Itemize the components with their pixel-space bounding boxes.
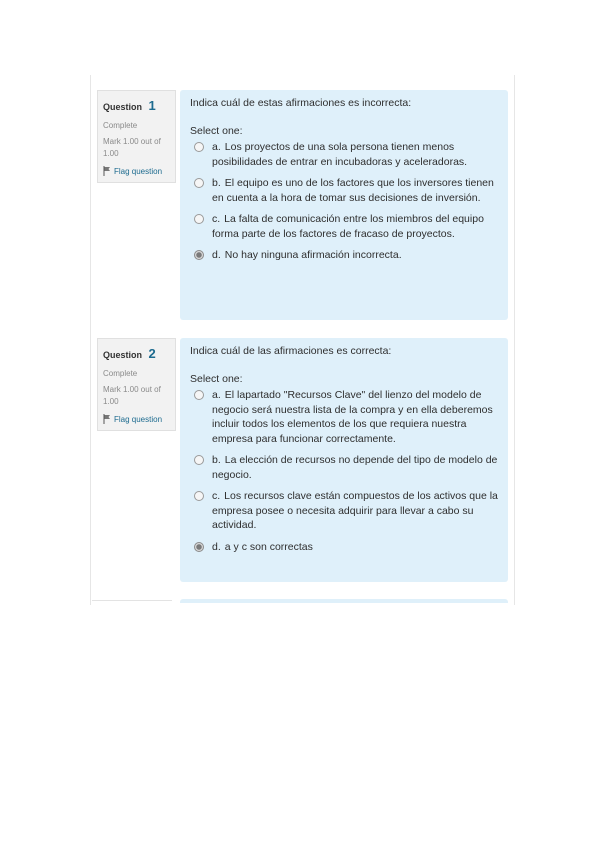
radio-button[interactable] — [194, 142, 204, 152]
option-letter: b. — [212, 454, 221, 466]
question-number: 1 — [148, 98, 156, 113]
flag-question-label: Flag question — [114, 414, 163, 424]
option-text: Los proyectos de una sola persona tienen menos posibilidades de entrar en incubadoras y aceleradoras. — [212, 141, 468, 168]
radio-button-selected[interactable] — [194, 542, 204, 552]
page-border-right — [514, 75, 515, 605]
flag-question-label: Flag question — [114, 166, 163, 176]
question-text: Indica cuál de las afirmaciones es correcta: — [190, 345, 392, 357]
option-letter: c. — [212, 213, 221, 225]
option-letter: a. — [212, 389, 221, 401]
answer-option[interactable] — [190, 140, 498, 169]
option-text: La elección de recursos no depende del tipo de modelo de negocio. — [212, 454, 498, 481]
question-state: Complete — [103, 369, 138, 378]
option-text: La falta de comunicación entre los miembros del equipo forma parte de los factores de fracaso de proyectos. — [212, 213, 484, 240]
select-prompt: Select one: — [190, 125, 243, 137]
answer-option[interactable] — [190, 453, 498, 482]
option-letter: c. — [212, 490, 221, 502]
option-letter: a. — [212, 141, 221, 153]
radio-button-selected[interactable] — [194, 250, 204, 260]
question-1-content — [180, 90, 508, 320]
answer-option[interactable] — [190, 248, 498, 263]
question-2-info — [97, 338, 176, 431]
page-border-left — [90, 75, 91, 605]
option-letter: d. — [212, 249, 221, 261]
radio-button[interactable] — [194, 491, 204, 501]
radio-button[interactable] — [194, 390, 204, 400]
question-divider — [92, 600, 172, 601]
radio-button[interactable] — [194, 178, 204, 188]
question-mark: Mark 1.00 out of 1.00 — [103, 385, 161, 406]
question-mark: Mark 1.00 out of 1.00 — [103, 137, 161, 158]
question-1-info — [97, 90, 176, 183]
option-letter: d. — [212, 540, 221, 553]
next-question-content-edge — [180, 599, 508, 603]
option-letter: b. — [212, 177, 221, 189]
question-2-content — [180, 338, 508, 582]
answer-option[interactable] — [190, 489, 498, 533]
option-text: El lapartado "Recursos Clave" del lienzo del modelo de negocio será nuestra lista de la compra y en ella deberemos incluir todos los elementos de los que requiera nuestra empresa para funcionar correctamente. — [212, 389, 493, 445]
flag-question-link[interactable] — [103, 414, 170, 424]
select-prompt: Select one: — [190, 373, 243, 385]
answer-option[interactable] — [190, 540, 498, 555]
option-text: Los recursos clave están compuestos de los activos que la empresa posee o necesita adquirir para llevar a cabo su actividad. — [212, 490, 498, 531]
question-label: Question — [103, 350, 143, 360]
flag-icon — [103, 414, 111, 424]
question-text: Indica cuál de estas afirmaciones es incorrecta: — [190, 97, 412, 109]
option-text: No hay ninguna afirmación incorrecta. — [224, 249, 402, 261]
radio-button[interactable] — [194, 214, 204, 224]
question-heading — [103, 345, 170, 363]
option-text: a y c son correctas — [224, 540, 313, 553]
question-number: 2 — [148, 346, 156, 361]
question-heading — [103, 97, 170, 115]
flag-icon — [103, 166, 111, 176]
radio-button[interactable] — [194, 455, 204, 465]
answer-option[interactable] — [190, 212, 498, 241]
answer-option[interactable] — [190, 388, 498, 446]
option-text: El equipo es uno de los factores que los inversores tienen en cuenta a la hora de tomar sus decisiones de inversión. — [212, 177, 494, 204]
flag-question-link[interactable] — [103, 166, 170, 176]
question-state: Complete — [103, 121, 138, 130]
answer-option[interactable] — [190, 176, 498, 205]
question-label: Question — [103, 102, 143, 112]
